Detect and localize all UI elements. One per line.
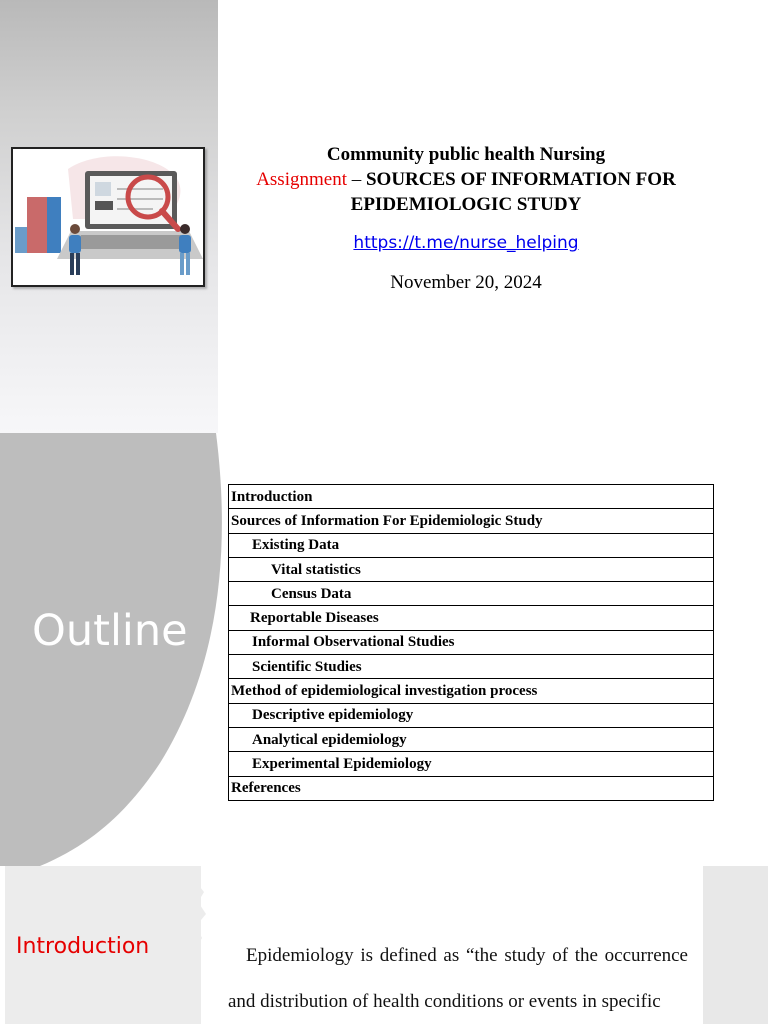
assignment-label: Assignment — [256, 169, 347, 190]
assignment-line — [218, 167, 714, 217]
table-row — [229, 655, 714, 679]
toc-item: Descriptive epidemiology — [229, 703, 714, 727]
assignment-dash: – — [346, 169, 366, 190]
table-row — [229, 582, 714, 606]
table-row — [229, 703, 714, 727]
introduction-title: Introduction — [16, 934, 150, 959]
toc-item: Scientific Studies — [229, 655, 714, 679]
title-slide — [0, 0, 768, 433]
introduction-body: Epidemiology is defined as “the study of the occurrence and distribution of health conditions or events in specific — [228, 945, 688, 1012]
toc-item: Introduction — [229, 485, 714, 509]
outline-title: Outline — [32, 606, 188, 656]
toc-item: Vital statistics — [229, 557, 714, 581]
course-heading: Community public health Nursing — [326, 144, 606, 165]
toc-item: Existing Data — [229, 533, 714, 557]
table-row — [229, 752, 714, 776]
toc-item: References — [229, 776, 714, 800]
table-row — [229, 485, 714, 509]
toc-item: Sources of Information For Epidemiologic Study — [229, 509, 714, 533]
torn-edge-decoration — [176, 866, 208, 1024]
table-row — [229, 557, 714, 581]
table-row — [229, 606, 714, 630]
telegram-link[interactable]: https://t.me/nurse_helping — [353, 233, 579, 253]
introduction-right-panel — [703, 866, 768, 1024]
table-row — [229, 509, 714, 533]
table-row — [229, 679, 714, 703]
hero-image — [11, 147, 205, 287]
toc-item: Census Data — [229, 582, 714, 606]
toc-item: Experimental Epidemiology — [229, 752, 714, 776]
toc-item: Informal Observational Studies — [229, 630, 714, 654]
outline-slide — [0, 433, 768, 866]
table-row — [229, 727, 714, 751]
introduction-slide — [0, 866, 768, 1024]
table-row — [229, 533, 714, 557]
title-block — [218, 142, 714, 295]
table-row — [229, 630, 714, 654]
toc-item: Analytical epidemiology — [229, 727, 714, 751]
toc-item: Reportable Diseases — [229, 606, 714, 630]
toc-item: Method of epidemiological investigation process — [229, 679, 714, 703]
outline-table — [228, 484, 714, 801]
laptop-analytics-icon — [13, 149, 203, 285]
assignment-title: SOURCES OF INFORMATION FOR EPIDEMIOLOGIC STUDY — [350, 169, 676, 215]
date-text: November 20, 2024 — [390, 272, 542, 293]
table-row — [229, 776, 714, 800]
